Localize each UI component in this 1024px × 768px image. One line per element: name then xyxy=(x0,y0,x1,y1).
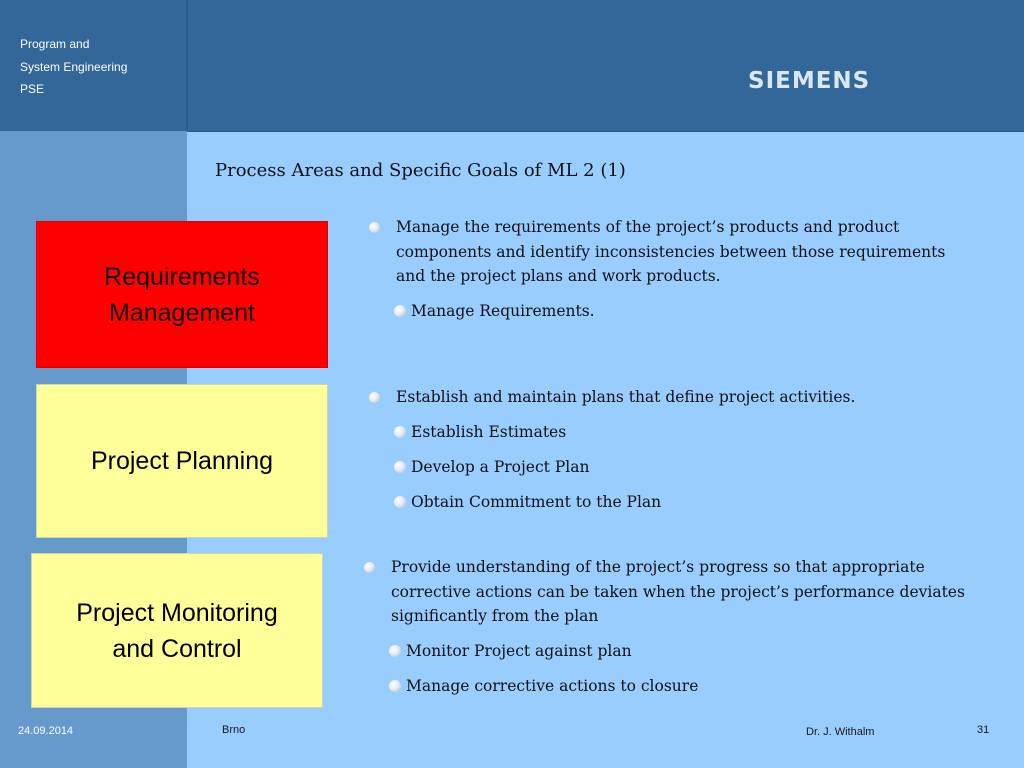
area-name-line: Requirements xyxy=(104,262,260,291)
goal-block-requirements xyxy=(369,215,989,324)
goal-main xyxy=(369,215,989,289)
bullet-icon xyxy=(369,222,380,233)
page-number: 31 xyxy=(977,724,990,736)
header-bar xyxy=(0,0,1024,132)
area-name-line: Project Planning xyxy=(90,447,274,475)
dept-line: Program and xyxy=(20,37,90,51)
department-label xyxy=(20,33,127,101)
footer-place: Brno xyxy=(222,724,246,736)
sub-goal-text: Manage corrective actions to closure xyxy=(406,677,699,695)
area-name-line: Project Monitoring xyxy=(76,598,278,627)
slide-title: Process Areas and Specific Goals of ML 2 (1) xyxy=(215,160,626,181)
goal-block-planning xyxy=(369,385,989,515)
sub-goal xyxy=(394,299,989,324)
bullet-icon xyxy=(394,426,406,438)
sub-goal-text: Monitor Project against plan xyxy=(406,642,632,660)
area-name-line: Management xyxy=(109,298,255,327)
siemens-logo: SIEMENS xyxy=(748,68,871,94)
bullet-icon xyxy=(394,461,406,473)
area-box-project-monitoring xyxy=(31,553,323,708)
goal-main xyxy=(369,385,989,410)
bullet-icon xyxy=(389,680,401,692)
area-name-line: and Control xyxy=(112,634,242,663)
goal-line: significantly from the plan xyxy=(391,607,599,625)
goal-line: Manage the requirements of the project’s products and product xyxy=(396,218,900,236)
sub-goal-text: Obtain Commitment to the Plan xyxy=(411,493,662,511)
goal-line: and the project plans and work products. xyxy=(396,267,721,285)
goal-line: Establish and maintain plans that define project activities. xyxy=(396,388,856,406)
footer-date: 24.09.2014 xyxy=(18,725,74,737)
sub-goal xyxy=(394,420,989,445)
goal-line: corrective actions can be taken when the project’s performance deviates xyxy=(391,582,965,601)
sub-goal-text: Manage Requirements. xyxy=(411,302,595,320)
bullet-icon xyxy=(389,645,401,657)
sub-goal xyxy=(389,639,994,664)
sub-goal-text: Develop a Project Plan xyxy=(411,458,590,476)
area-box-project-planning xyxy=(36,384,328,538)
bullet-icon xyxy=(394,496,406,508)
footer-author: Dr. J. Withalm xyxy=(806,726,875,738)
goal-line: Provide understanding of the project’s progress so that appropriate xyxy=(391,558,925,576)
dept-line: System Engineering xyxy=(20,59,128,74)
goal-line: components and identify inconsistencies between those requirements xyxy=(396,242,946,261)
bullet-icon xyxy=(364,562,375,573)
dept-line: PSE xyxy=(20,82,45,96)
sub-goal xyxy=(394,455,989,480)
sub-goal xyxy=(394,490,989,515)
header-divider xyxy=(186,0,188,131)
sub-goal-text: Establish Estimates xyxy=(411,423,567,441)
sub-goal xyxy=(389,674,994,699)
goal-main xyxy=(364,555,994,629)
goal-block-monitoring xyxy=(364,555,994,699)
bullet-icon xyxy=(394,305,406,317)
area-box-requirements-management xyxy=(36,221,328,368)
bullet-icon xyxy=(369,392,380,403)
